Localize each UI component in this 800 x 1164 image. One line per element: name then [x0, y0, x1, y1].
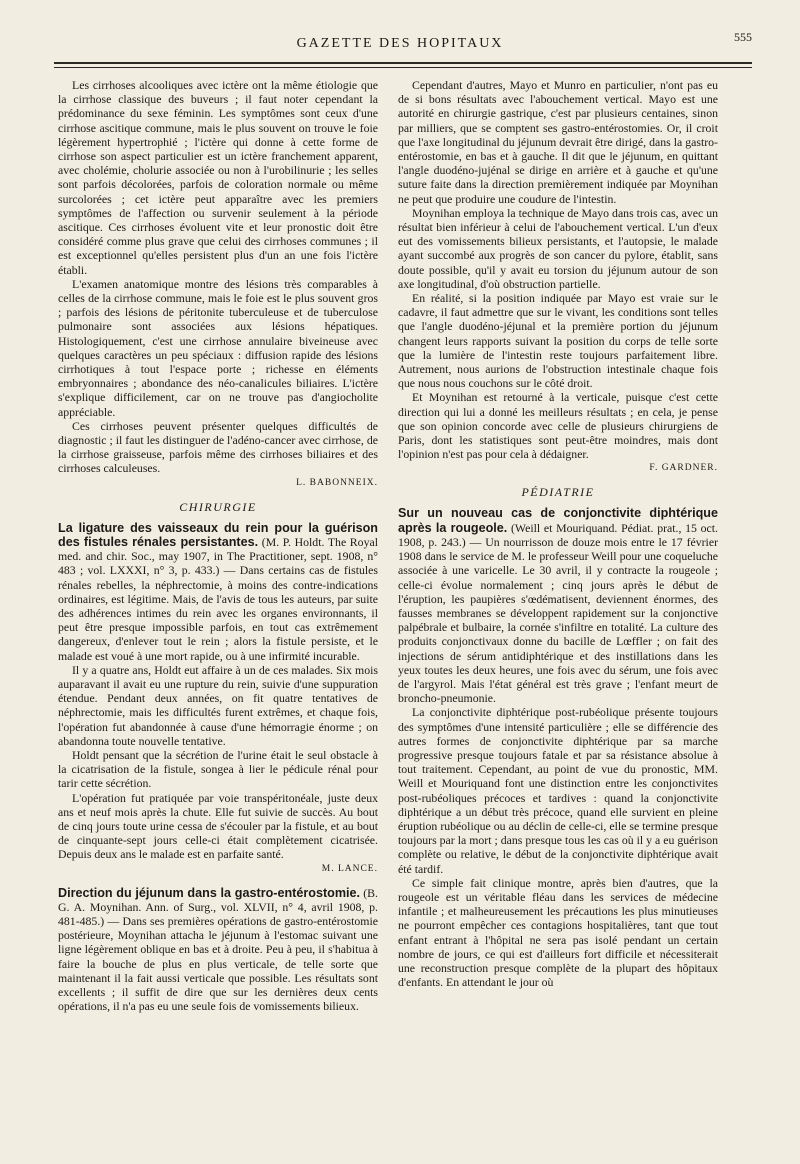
paragraph: Cependant d'autres, Mayo et Munro en particulier, n'ont pas eu de si bons résultats avec l'abouchement vertical. Mayo est une autorité en chirurgie gastrique, c'est par plusieurs centaines, sinon par milliers, que se comptent ses gastro-entérostomies. Or, il croit que l'axe longitudinal du jéjunum devrait être dirigé, dans la gastro-entérostomie, en bas et à gauche. Il dit que le jéjunum, en quittant l'angle duodéno-jujénal se dirige en arrière et à gauche et qu'une suture faite dans la direction premièrement indiquée par Moynihan ne peut que produire une coudure de l'intestin. [398, 78, 718, 206]
article-text: Dans certains cas de fistules rénales rebelles, la néphrectomie, à moins des contre-indications ordinaires, est légitime. Mais, de l'avis de tous les auteurs, par suite des adhérences intimes du rein avec les organes environnants, il peut être presque impossible parfois, en tout cas extrêmement dangereux, d'enlever tout le rein ; alors la fistule persiste, et le malade est voué à une mort rapide, ou à une infirmité incurable. [58, 563, 378, 663]
paragraph: Ce simple fait clinique montre, après bien d'autres, que la rougeole est un véritable fléau dans les services de médecine infantile ; et malheureusement les précautions les plus minutieuses ne pourront empêcher ces contagions hospitalières, tant que tout enfant entrant à l'hôpital ne sera pas isolé pendant un certain nombre de jours, ce qui est d'ailleurs fort difficile et nécessiterait une reconstruction presque complète de la plupart des hôpitaux d'enfants. En attendant le jour où [398, 875, 718, 990]
article-entry-conjonctivite [398, 506, 718, 705]
page-header [48, 30, 752, 60]
article-title: Direction du jéjunum dans la gastro-entérostomie. [58, 885, 361, 900]
paragraph: Il y a quatre ans, Holdt eut affaire à un de ces malades. Six mois auparavant il avait eu une rupture du rein, suivie d'une suppuration étendue. Pendant deux années, on fit quatre tentatives de néphrectomie, mais les difficultés furent extrêmes, et chaque fois, l'opération fut abandonnée à cause d'une hémorragie énorme ; on abandonna toute nouvelle tentative. [58, 662, 378, 748]
article-entry-jejunum [58, 886, 378, 1014]
paragraph: Les cirrhoses alcooliques avec ictère ont la même étiologie que la cirrhose classique des buveurs ; il faut noter cependant la prédominance du sexe féminin. Les symptômes sont ceux d'une cirrhose ascitique commune, mais le plus souvent on trouve le foie légèrement hypertrophié ; l'ictère qui donne à cette forme de cirrhose son aspect particulier est un ictère franchement apparent, avec cholémie, cholurie associée ou non à l'urobilinurie ; les selles sont parfois décolorées, parfois de coloration normale ou même surcolorées ; cet ictère peut apparaître avec les premiers symptômes de l'affection ou survenir seulement à la période ascitique. Ces cirrhoses évoluent vite et leur pronostic doit être considéré comme plus grave que celui des cirrhoses communes ; il est exceptionnel qu'elles persistent plus d'un an une fois l'ictère établi. [58, 78, 378, 277]
author-signature: L. BABONNEIX. [296, 477, 378, 488]
article-reference: (M. P. Holdt. The Royal med. and chir. Soc., may 1907, in The Practitioner, sept. 1908, n° 483 ; vol. LXXXI, n° 3, p. 433.) — [58, 534, 378, 578]
paragraph: La conjonctivite diphtérique post-rubéolique présente toujours des symptômes d'une intensité particulière ; elle se différencie des autres formes de conjonctivite diphtérique par sa marche progressive presque toujours fatale et par sa résistance absolue à tout traitement. Cependant, au point de vue du pronostic, MM. Weill et Mouriquand font une distinction entre les conjonctivites post-rubéoliques précoces et tardives : quand la conjonctivite diphtérique a un début très précoce, quand elle survient en pleine éruption rubéolique ou au déclin de celle-ci, elle se termine presque toujours par la mort ; dans presque tous les cas où il y a eu guérison complète ou relative, le début de la conjonctivite diphtérique avait été tardif. [398, 705, 718, 876]
article-text: Dans ses premières opérations de gastro-entérostomie postérieure, Moynihan attacha le jéjunum à l'estomac suivant une ligne légèrement oblique en bas et à droite. Peu à peu, il s'habitua à faire la bouche de plus en plus verticale, de telle sorte que maintenant il la fait aussi verticale que possible. Les résultats sont excellents ; il suffit de dire que sur les dernières deux cents opérations, il n'a pas eu une seule fois de vomissements bilieux. [58, 913, 378, 1014]
article-entry-ligature [58, 521, 378, 663]
article-title: La ligature des vaisseaux du rein pour la guérison des fistules rénales persistantes. [58, 520, 378, 549]
paragraph: Ces cirrhoses peuvent présenter quelques difficultés de diagnostic ; il faut les distinguer de l'adéno-cancer avec cirrhose, de la cirrhose graisseuse, parfois même des cirrhoses biliaires et des cirrhoses calculeuses. [58, 418, 378, 476]
article-title: Sur un nouveau cas de conjonctivite diphtérique après la rougeole. [398, 506, 718, 535]
paragraph: L'examen anatomique montre des lésions très comparables à celles de la cirrhose commune, mais le foie est le plus souvent gros ; parfois des lésions de péritonite tuberculeuse et de tuberculose pulmonaire sont associées aux lésions hépatiques. Histologiquement, c'est une cirrhose annulaire biveineuse avec quelques caractères un peu spéciaux : diffusion rapide des lésions cirrhotiques à tout l'espace porte ; richesse en éléments embryonnaires ; abondance des néo-canalicules biliaires. L'ictère s'explique difficilement, car on ne trouve pas d'angiocholite appréciable. [58, 276, 378, 419]
author-signature: M. LANCE. [321, 863, 378, 874]
article-text: Un nourrisson de douze mois entre le 17 février 1908 dans le service de M. le professeur Weill pour une coqueluche associée à une varicelle. Le 30 avril, il y contracte la rougeole ; celle-ci évolue normalement ; cinq jours après le début de l'éruption, les paupières s'œdématisent, deviennent énormes, des fausses membranes se développent rapidement sur la conjonctive palpébrale et bulbaire, la cornée s'infiltre en totalité. La culture des produits conjonctivaux donne du bacille de Lœffler ; on fait des injections de sérum antidiphtérique et des instillations dans les yeux toutes les deux heures, une fois avec du sérum, une fois avec de l'argyrol. Mais l'état général est très grave ; l'enfant meurt de broncho-pneumonie. [398, 534, 718, 706]
article-reference: (Weill et Mouriquand. Pédiat. prat., 15 oct. 1908, p. 243.) — [398, 520, 718, 549]
author-signature: F. GARDNER. [649, 463, 718, 474]
paragraph: En réalité, si la position indiquée par Mayo est vraie sur le cadavre, il faut admettre que sur le vivant, les conditions sont telles que l'angle duodéno-jéjunal et la première portion du jéjunum changent leurs rapports suivant la position du corps de telle sorte que la lumière de l'intestin reste toujours parfaitement libre. Autrement, nous aurions de l'obstruction intestinale chaque fois que nous nous couchons sur le côté droit. [398, 291, 718, 391]
section-heading-chirurgie: CHIRURGIE [179, 499, 257, 514]
right-column [398, 78, 718, 989]
section-heading-pediatrie: PÉDIATRIE [521, 485, 595, 500]
paragraph: Et Moynihan est retourné à la verticale, puisque c'est cette direction qui lui a donné les meilleurs résultats ; en cela, je pense que son opinion concorde avec celle de plusieurs chirurgiens de Paris, dont les statistiques sont peut-être moindres, mais dont l'opinion n'est pas pour cela à dédaigner. [398, 390, 718, 462]
paragraph: Moynihan employa la technique de Mayo dans trois cas, avec un résultat bien inférieur à celui de l'abouchement vertical. L'un d'eux eut des vomissements bilieux persistants, et l'autopsie, le malade ayant succombé aux progrès de son cancer du pylore, établit, sans doute possible, qu'il y avait eu torsion du jéjunum autour de son axe longitudinal, d'où obstruction partielle. [398, 205, 718, 291]
paragraph: L'opération fut pratiquée par voie transpéritonéale, juste deux ans et neuf mois après la chute. Elle fut suivie de succès. Au bout de cinq jours toute urine cessa de s'écouler par la fistule, et au bout de cinquante-sept jours celle-ci était complètement cicatrisée. Depuis deux ans le malade est en parfaite santé. [58, 790, 378, 862]
page-number: 555 [734, 30, 752, 44]
header-rule-thin [54, 67, 752, 68]
header-rule-thick [54, 62, 752, 64]
article-reference: (B. G. A. Moynihan. Ann. of Surg., vol. XLVII, n° 4, avril 1908, p. 481-485.) — [58, 885, 378, 928]
running-title: GAZETTE DES HOPITAUX [296, 36, 504, 51]
left-column [58, 78, 378, 1013]
paragraph: Holdt pensant que la sécrétion de l'urine était le seul obstacle à la cicatrisation de la fistule, songea à lier le pédicule rénal pour tarir cette sécrétion. [58, 747, 378, 791]
